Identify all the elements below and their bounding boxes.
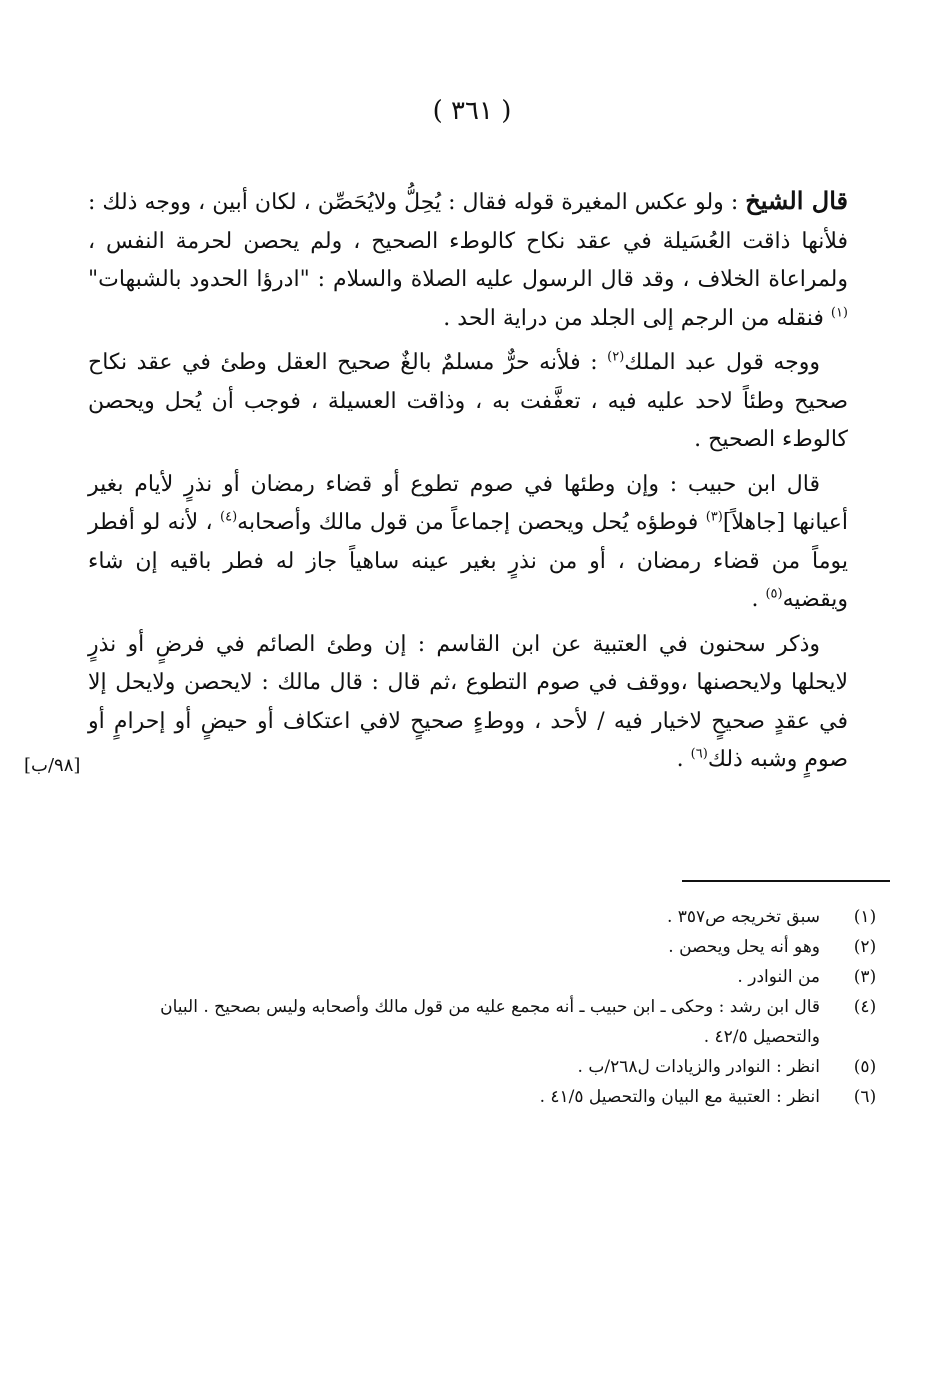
footnote-ref: (٢) (607, 349, 625, 365)
footnote-ref: (٥) (765, 586, 783, 602)
footnote-ref: (٦) (690, 746, 708, 762)
footnote-item (88, 1082, 888, 1112)
footnote-text: انظر : العتبية مع البيان والتحصيل ٤١/٥ . (539, 1087, 820, 1107)
main-text (88, 182, 848, 786)
paragraph-tail: ، لأنه لو أفطر يوماً من قضاء رمضان ، أو من نذرٍ بغير عينه ساهياً جاز له فطر باقيه إن شاء ويقضيه (88, 510, 848, 612)
page-number: ( ٣٦١ ) (432, 96, 512, 126)
footnote-item (88, 902, 888, 932)
footnote-item (88, 932, 888, 962)
footnote-text: سبق تخريجه ص٣٥٧ . (666, 907, 820, 927)
manuscript-folio-note: [٩٨/ب] (24, 755, 81, 776)
paragraph-text: ووجه قول عبد الملك (624, 350, 820, 375)
paragraph-tail: . (676, 747, 691, 772)
paragraph-text: وذكر سحنون في العتبية عن ابن القاسم : إن وطئ الصائم في فرضٍ أو نذرٍ لايحلها ولايحصنها ،ووقف في صوم التطوع ،ثم قال : قال مالك : لايحصن ولايحل إلا في عقدٍ صحيحٍ لاخيار فيه / لأحد ، ووطءٍ صحيحٍ لافي اعتكاف أو حيضٍ أو إحرامٍ أو صومٍ وشبه ذلك (88, 631, 848, 772)
paragraph-3 (88, 466, 848, 620)
footnote-number: (٦) (853, 1087, 877, 1107)
paragraph-text: قال ابن حبيب : وإن وطئها في صوم تطوع أو قضاء رمضان أو نذرٍ لأيام بغير أعيانها [جاهلاً] (88, 471, 848, 535)
footnote-text: من النوادر . (737, 967, 820, 987)
paragraph-tail: : فلأنه حرٌّ مسلمٌ بالغٌ صحيح العقل وطئ في عقد نكاح صحيح وطئاً لاحد عليه فيه ، تعفَّفت به ، وذاقت العسيلة ، فوجب أن يُحل ويحصن كالوطء الصحيح . (88, 350, 848, 452)
footnote-number: (٢) (853, 937, 877, 957)
footnote-item (88, 962, 888, 992)
paragraph-mid: فوطؤه يُحل ويحصن إجماعاً من قول مالك وأصحابه (237, 510, 706, 535)
footnote-number: (٣) (853, 967, 877, 987)
footnote-number: (٥) (853, 1057, 877, 1077)
paragraph-end: . (751, 587, 766, 612)
footnote-item (88, 1052, 888, 1082)
footnote-text: انظر : النوادر والزيادات ل٢٦٨/ب . (577, 1057, 820, 1077)
footnote-ref: (٤) (220, 509, 238, 525)
footnote-ref: (٣) (705, 509, 723, 525)
paragraph-1 (88, 182, 848, 338)
footnote-number: (١) (853, 907, 877, 927)
footnotes (88, 902, 888, 1112)
paragraph-2 (88, 344, 848, 460)
paragraph-tail: فنقله من الرجم إلى الجلد من دراية الحد . (443, 305, 831, 331)
speaker-lead: قال الشيخ (745, 186, 849, 215)
footnote-number: (٤) (853, 997, 877, 1017)
footnote-separator (682, 880, 890, 882)
paragraph-text: : ولو عكس المغيرة قوله فقال : يُحِلُّ ولايُحَصِّن ، لكان أبين ، ووجه ذلك : فلأنها ذاقت العُسَيلة في عقد نكاح كالوطء الصحيح ، ولم يحصن لحرمة النفس ، ولمراعاة الخلاف ، وقد قال الرسول عليه الصلاة والسلام : "ادرؤا الحدود بالشبهات" (88, 190, 848, 292)
footnote-ref: (١) (830, 305, 848, 321)
footnote-text: وهو أنه يحل ويحصن . (668, 937, 820, 957)
paragraph-4 (88, 626, 848, 780)
footnote-item (88, 992, 888, 1052)
footnote-text: قال ابن رشد : وحكى ـ ابن حبيب ـ أنه مجمع عليه من قول مالك وأصحابه وليس بصحيح . البيان والتحصيل ٤٢/٥ . (160, 997, 820, 1047)
